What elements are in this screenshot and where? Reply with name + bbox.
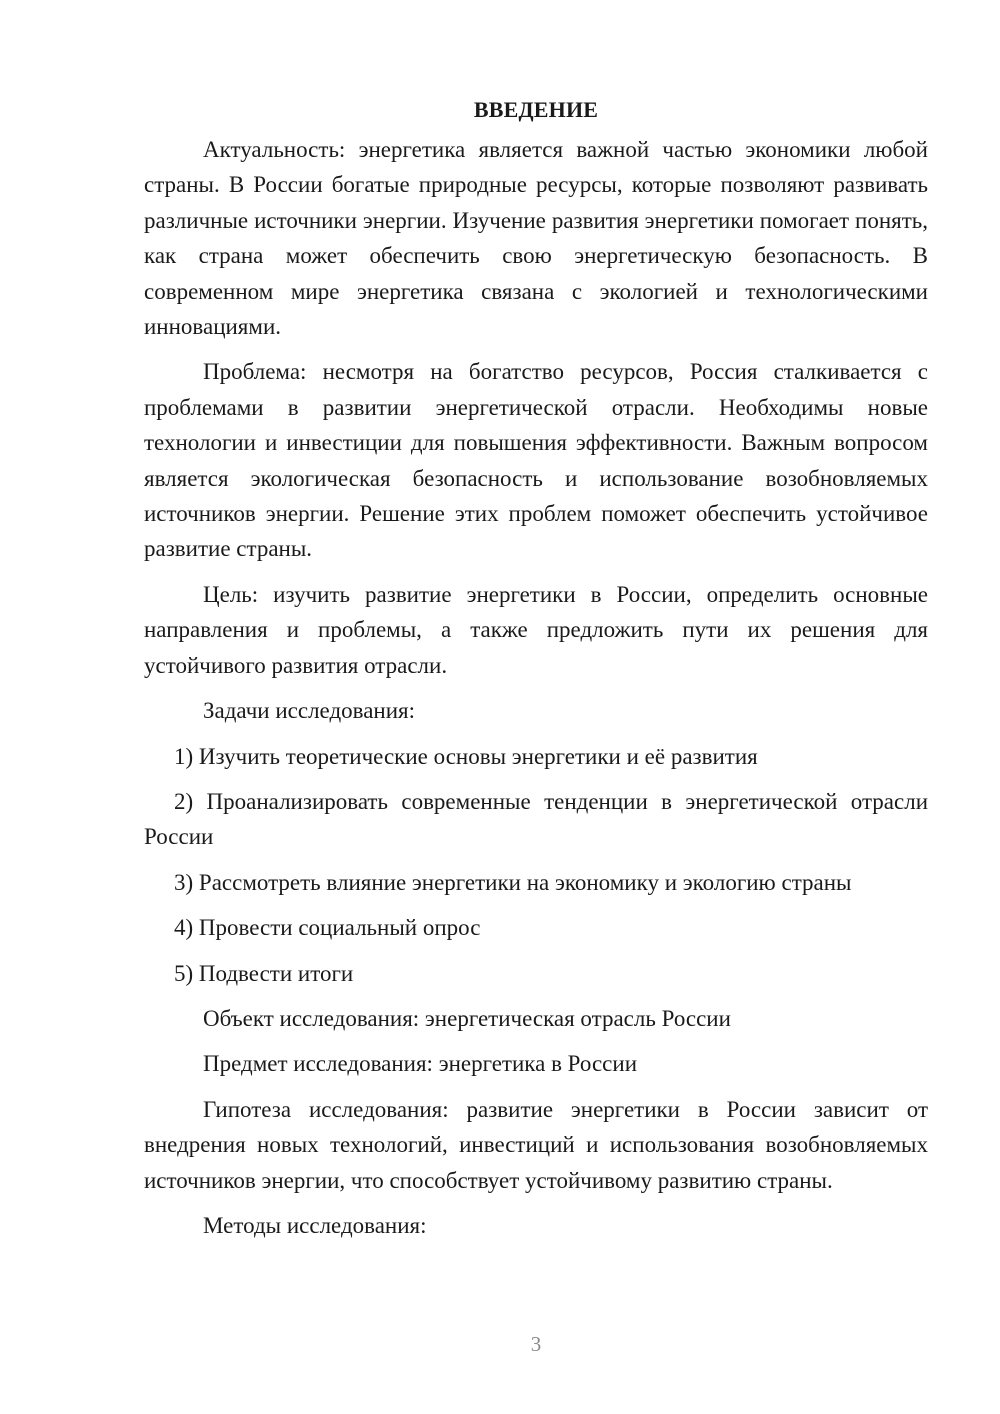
page-number: 3 xyxy=(530,1332,542,1356)
section-title: ВВЕДЕНИЕ xyxy=(473,97,599,122)
object-paragraph: Объект исследования: энергетическая отрасль России xyxy=(203,1005,731,1031)
task-item-3: 3) Рассмотреть влияние энергетики на экономику и экологию страны xyxy=(174,869,852,895)
relevance-paragraph: Актуальность: энергетика является важной частью экономики любой страны. В России богатые природные ресурсы, которые позволяют развивать различные источники энергии. Изучение развития энергетики помогает понять, как страна может обеспечить свою энергетическую безопасность. В современном мире энергетика связана с экологией и технологическими инновациями. xyxy=(144,137,928,340)
task-item-4: 4) Провести социальный опрос xyxy=(174,915,481,941)
subject-paragraph: Предмет исследования: энергетика в России xyxy=(203,1051,638,1077)
methods-heading: Методы исследования: xyxy=(203,1212,427,1238)
hypothesis-paragraph: Гипотеза исследования: развитие энергетики в России зависит от внедрения новых технологий, инвестиций и использования возобновляемых источников энергии, что способствует устойчивому развитию страны. xyxy=(144,1096,928,1193)
problem-paragraph: Проблема: несмотря на богатство ресурсов, Россия сталкивается с проблемами в развитии энергетической отрасли. Необходимы новые технологии и инвестиции для повышения эффективности. Важным вопросом является экологическая безопасность и использование возобновляемых источников энергии. Решение этих проблем поможет обеспечить устойчивое развитие страны. xyxy=(144,359,928,562)
goal-paragraph: Цель: изучить развитие энергетики в России, определить основные направления и проблемы, а также предложить пути их решения для устойчивого развития отрасли. xyxy=(144,581,928,678)
task-item-1: 1) Изучить теоретические основы энергетики и её развития xyxy=(174,743,758,769)
task-item-5: 5) Подвести итоги xyxy=(174,960,354,986)
task-item-2: 2) Проанализировать современные тенденции в энергетической отрасли России xyxy=(144,788,928,850)
page-content xyxy=(144,92,928,1253)
tasks-heading: Задачи исследования: xyxy=(203,698,416,724)
